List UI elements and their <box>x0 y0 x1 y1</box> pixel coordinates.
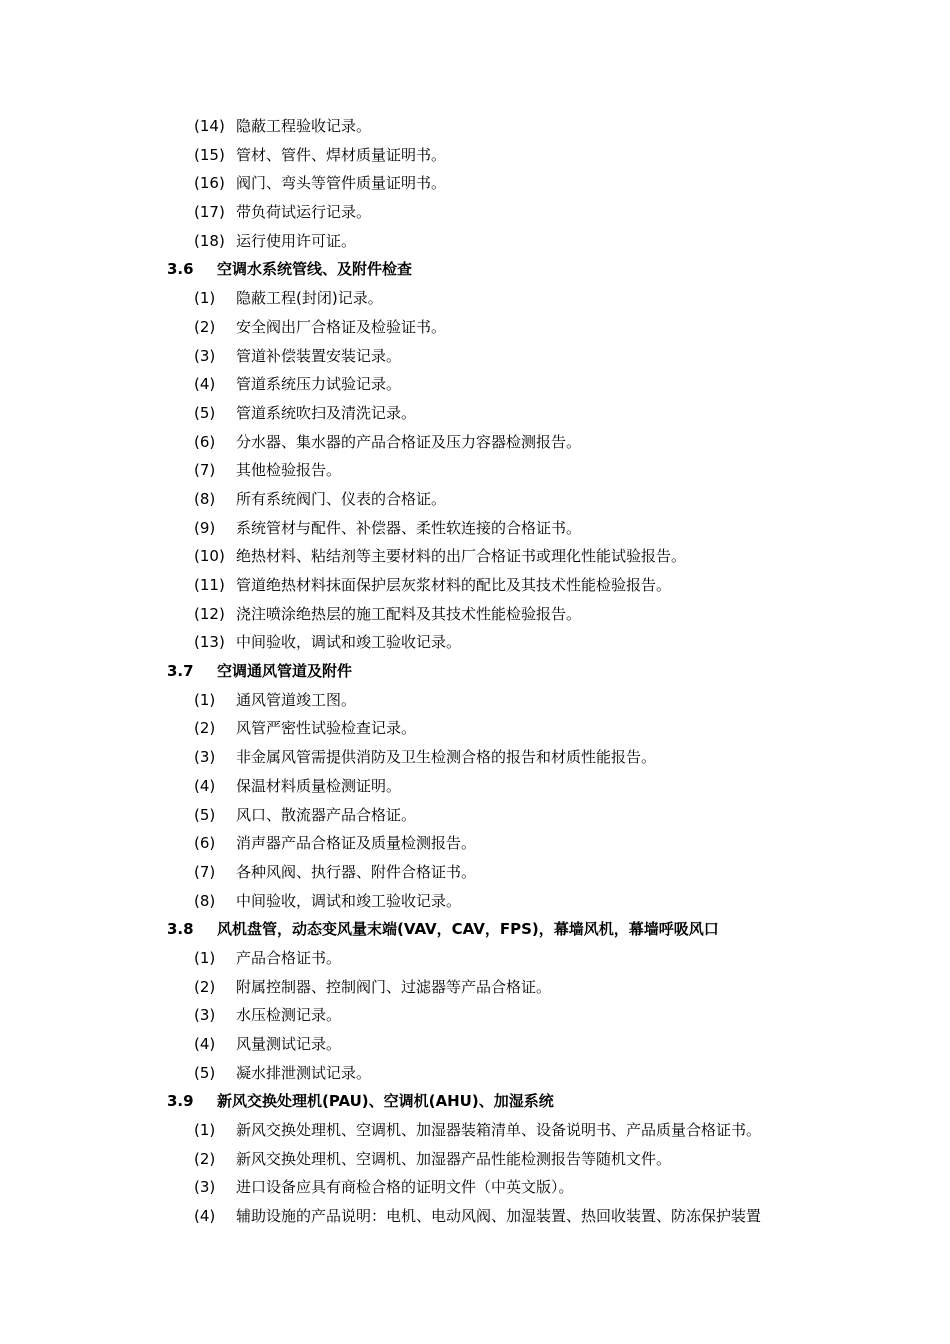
list-item <box>0 514 950 543</box>
list-item <box>0 887 950 916</box>
item-text: 带负荷试运行记录。 <box>236 203 372 222</box>
item-number: (2) <box>194 977 216 996</box>
list-item <box>0 944 950 973</box>
section-heading <box>0 255 950 284</box>
section-heading <box>0 1087 950 1116</box>
item-text: 其他检验报告。 <box>236 461 342 480</box>
item-number: (1) <box>194 289 216 308</box>
section-heading <box>0 657 950 686</box>
item-number: (1) <box>194 1121 216 1140</box>
list-item <box>0 370 950 399</box>
list-item <box>0 227 950 256</box>
item-text: 隐蔽工程验收记录。 <box>236 117 372 135</box>
item-text: 风量测试记录。 <box>236 1035 342 1053</box>
list-item <box>0 772 950 801</box>
list-item <box>0 342 950 371</box>
item-number: (5) <box>194 1063 216 1082</box>
list-item <box>0 1001 950 1030</box>
item-text: 凝水排泄测试记录。 <box>236 1063 372 1082</box>
item-text: 运行使用许可证。 <box>236 231 357 250</box>
list-item <box>0 169 950 198</box>
list-item <box>0 542 950 571</box>
list-item <box>0 743 950 772</box>
list-item <box>0 686 950 715</box>
item-number: (3) <box>194 748 216 767</box>
section-title: 风机盘管，动态变风量末端(VAV，CAV，FPS)，幕墙风机，幕墙呼吸风口 <box>217 920 719 939</box>
list-item <box>0 1173 950 1202</box>
item-text: 附属控制器、控制阀门、过滤器等产品合格证。 <box>236 977 552 996</box>
item-text: 风管严密性试验检查记录。 <box>236 719 417 738</box>
item-number: (16) <box>194 174 225 193</box>
item-text: 保温材料质量检测证明。 <box>236 776 402 795</box>
list-item <box>0 714 950 743</box>
item-number: (3) <box>194 346 216 365</box>
item-number: (9) <box>194 518 216 537</box>
item-text: 浇注喷涂绝热层的施工配料及其技术性能检验报告。 <box>236 604 582 623</box>
item-text: 阀门、弯头等管件质量证明书。 <box>236 174 447 193</box>
item-text: 各种风阀、执行器、附件合格证书。 <box>236 862 477 881</box>
section-title: 空调水系统管线、及附件检查 <box>217 260 413 279</box>
item-text: 管道系统压力试验记录。 <box>236 375 402 394</box>
item-text: 管道系统吹扫及清洗记录。 <box>236 403 417 422</box>
item-number: (3) <box>194 1178 216 1197</box>
item-text: 安全阀出厂合格证及检验证书。 <box>236 317 447 336</box>
list-item <box>0 141 950 170</box>
section-heading <box>0 915 950 944</box>
item-number: (11) <box>194 576 225 594</box>
item-number: (10) <box>194 547 225 566</box>
item-number: (5) <box>194 805 216 824</box>
item-text: 分水器、集水器的产品合格证及压力容器检测报告。 <box>236 432 582 451</box>
list-item <box>0 399 950 428</box>
item-number: (4) <box>194 776 216 795</box>
item-number: (4) <box>194 1035 216 1053</box>
list-item <box>0 973 950 1002</box>
item-number: (13) <box>194 633 225 652</box>
list-item <box>0 858 950 887</box>
list-item <box>0 1116 950 1145</box>
list-item <box>0 284 950 313</box>
item-number: (2) <box>194 317 216 336</box>
item-number: (1) <box>194 948 216 967</box>
item-text: 管道补偿装置安装记录。 <box>236 346 402 365</box>
item-text: 风口、散流器产品合格证。 <box>236 805 417 824</box>
list-item <box>0 313 950 342</box>
item-number: (15) <box>194 145 225 164</box>
item-number: (7) <box>194 461 216 480</box>
section-number: 3.9 <box>167 1092 194 1111</box>
item-text: 所有系统阀门、仪表的合格证。 <box>236 489 447 508</box>
list-item <box>0 485 950 514</box>
item-number: (7) <box>194 862 216 881</box>
item-number: (17) <box>194 203 225 222</box>
list-item <box>0 571 950 600</box>
item-text: 隐蔽工程(封闭)记录。 <box>236 289 383 308</box>
item-number: (3) <box>194 1006 216 1025</box>
list-item <box>0 628 950 657</box>
list-item <box>0 600 950 629</box>
item-number: (4) <box>194 375 216 394</box>
item-number: (1) <box>194 690 216 709</box>
item-number: (18) <box>194 231 225 250</box>
item-number: (6) <box>194 834 216 853</box>
item-text: 系统管材与配件、补偿器、柔性软连接的合格证书。 <box>236 518 582 537</box>
section-number: 3.7 <box>167 662 194 681</box>
item-text: 绝热材料、粘结剂等主要材料的出厂合格证书或理化性能试验报告。 <box>236 547 687 566</box>
list-item <box>0 829 950 858</box>
list-item <box>0 1059 950 1088</box>
item-text: 管道绝热材料抹面保护层灰浆材料的配比及其技术性能检验报告。 <box>236 576 672 594</box>
list-item <box>0 801 950 830</box>
item-text: 消声器产品合格证及质量检测报告。 <box>236 834 477 853</box>
item-number: (6) <box>194 432 216 451</box>
item-number: (12) <box>194 604 225 623</box>
item-text: 进口设备应具有商检合格的证明文件（中英文版）。 <box>236 1178 574 1197</box>
section-title: 空调通风管道及附件 <box>217 662 353 681</box>
list-item <box>0 1030 950 1059</box>
item-number: (8) <box>194 489 216 508</box>
item-number: (4) <box>194 1207 216 1226</box>
item-number: (14) <box>194 117 225 135</box>
item-text: 管材、管件、焊材质量证明书。 <box>236 145 447 164</box>
item-text: 中间验收，调试和竣工验收记录。 <box>236 891 462 910</box>
item-text: 产品合格证书。 <box>236 948 342 967</box>
section-number: 3.8 <box>167 920 194 939</box>
item-text: 辅助设施的产品说明：电机、电动风阀、加湿装置、热回收装置、防冻保护装置 <box>236 1207 762 1226</box>
list-item <box>0 198 950 227</box>
item-text: 新风交换处理机、空调机、加湿器产品性能检测报告等随机文件。 <box>236 1149 672 1168</box>
item-text: 中间验收，调试和竣工验收记录。 <box>236 633 462 652</box>
item-number: (2) <box>194 1149 216 1168</box>
item-text: 水压检测记录。 <box>236 1006 342 1025</box>
list-item <box>0 1145 950 1174</box>
item-number: (2) <box>194 719 216 738</box>
list-item <box>0 1202 950 1231</box>
item-text: 非金属风管需提供消防及卫生检测合格的报告和材质性能报告。 <box>236 748 657 767</box>
list-item <box>0 112 950 141</box>
document-body <box>0 112 950 1231</box>
item-number: (5) <box>194 403 216 422</box>
section-number: 3.6 <box>167 260 194 279</box>
list-item <box>0 428 950 457</box>
item-text: 通风管道竣工图。 <box>236 690 357 709</box>
list-item <box>0 456 950 485</box>
item-number: (8) <box>194 891 216 910</box>
item-text: 新风交换处理机、空调机、加湿器装箱清单、设备说明书、产品质量合格证书。 <box>236 1121 762 1140</box>
section-title: 新风交换处理机(PAU)、空调机(AHU)、加湿系统 <box>217 1092 554 1111</box>
